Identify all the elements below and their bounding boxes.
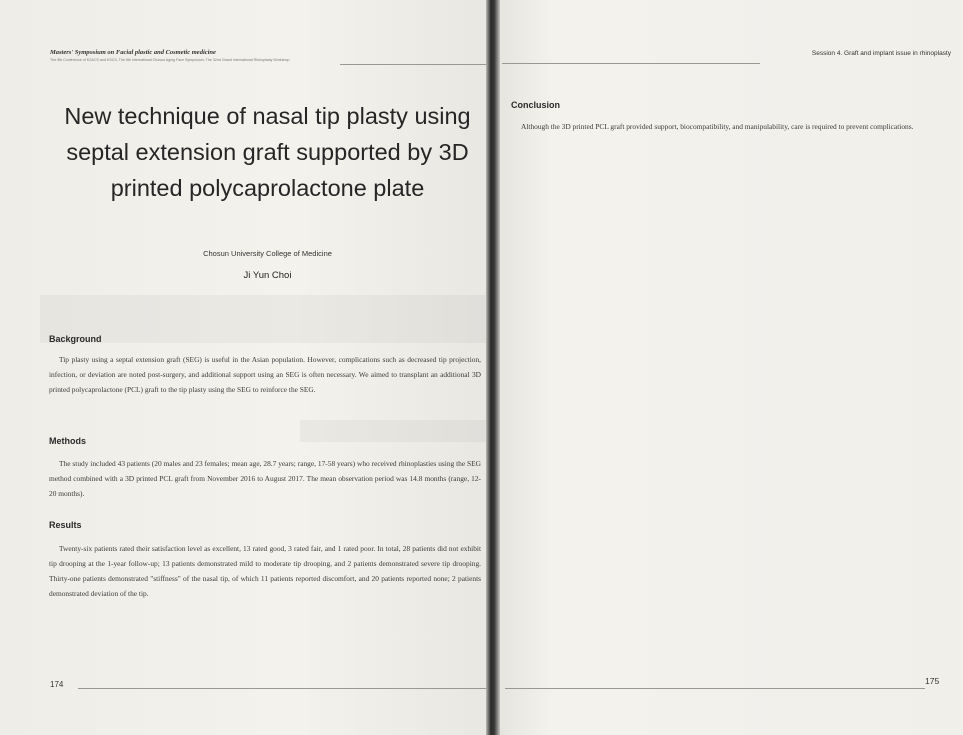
author-affiliation: Chosun University College of Medicine [203,249,332,258]
author-name: Ji Yun Choi [243,270,292,281]
page-number-right: 175 [925,676,940,686]
section-body-methods: The study included 43 patients (20 males and 23 females; mean age, 28.7 years; range, 17-58 years) who received rhinoplasties using the SEG method combined with a 3D printed PCL graft from November 2016 to August 2017. The mean observation period was 14.8 months (range, 12-20 months). [49,459,481,498]
footer-rule-right [505,688,925,689]
section-heading-conclusion: Conclusion [511,100,560,110]
running-head-left [50,49,490,62]
book-gutter [486,0,500,735]
article-title: New technique of nasal tip plasty using septal extension graft supported by 3D printed polycaprolactone plate [64,103,471,201]
section-body-results: Twenty-six patients rated their satisfaction level as excellent, 13 rated good, 3 rated fair, and 1 rated poor. In total, 28 patients did not exhibit tip drooping at the 1-year follow-up; 13 patients demonstrated mild to moderate tip drooping, and 2 patients demonstrated severe tip drooping. Thirty-one patients demonstrated "stiffness" of the nasal tip, of which 11 patients reported discomfort, and 20 patients reported none; 2 patients demonstrated deviation of the tip. [49,544,481,598]
footer-rule-left [78,688,488,689]
header-rule-right [502,63,760,64]
section-body-background: Tip plasty using a septal extension graft (SEG) is useful in the Asian population. However, complications such as decreased tip projection, infection, or deviation are noted post-surgery, and additional support using an SEG is often necessary. We aimed to transplant an additional 3D printed polycaprolactone (PCL) graft to the tip plasty using the SEG to reinforce the SEG. [49,355,481,394]
running-head-subtitle: The 5th Conference of KSACS and KSCS, The 6th International Chosun Aging Face Symposium, The 32nd Grand International Rhinoplasty Workshop [50,58,290,62]
header-rule [340,64,492,65]
show-through-mark [40,295,490,343]
section-body-conclusion: Although the 3D printed PCL graft provided support, biocompatibility, and manipulability, care is required to prevent complications. [521,122,914,131]
right-page [497,0,963,735]
page-number-left: 174 [50,680,64,689]
section-heading-background: Background [49,334,102,344]
running-head-title: Masters' Symposium on Facial plastic and Cosmetic medicine [50,49,216,56]
show-through-mark [300,420,490,442]
section-heading-results: Results [49,520,82,530]
section-heading-methods: Methods [49,436,86,446]
running-head-right: Session 4. Graft and implant issue in rhinoplasty [811,50,951,57]
